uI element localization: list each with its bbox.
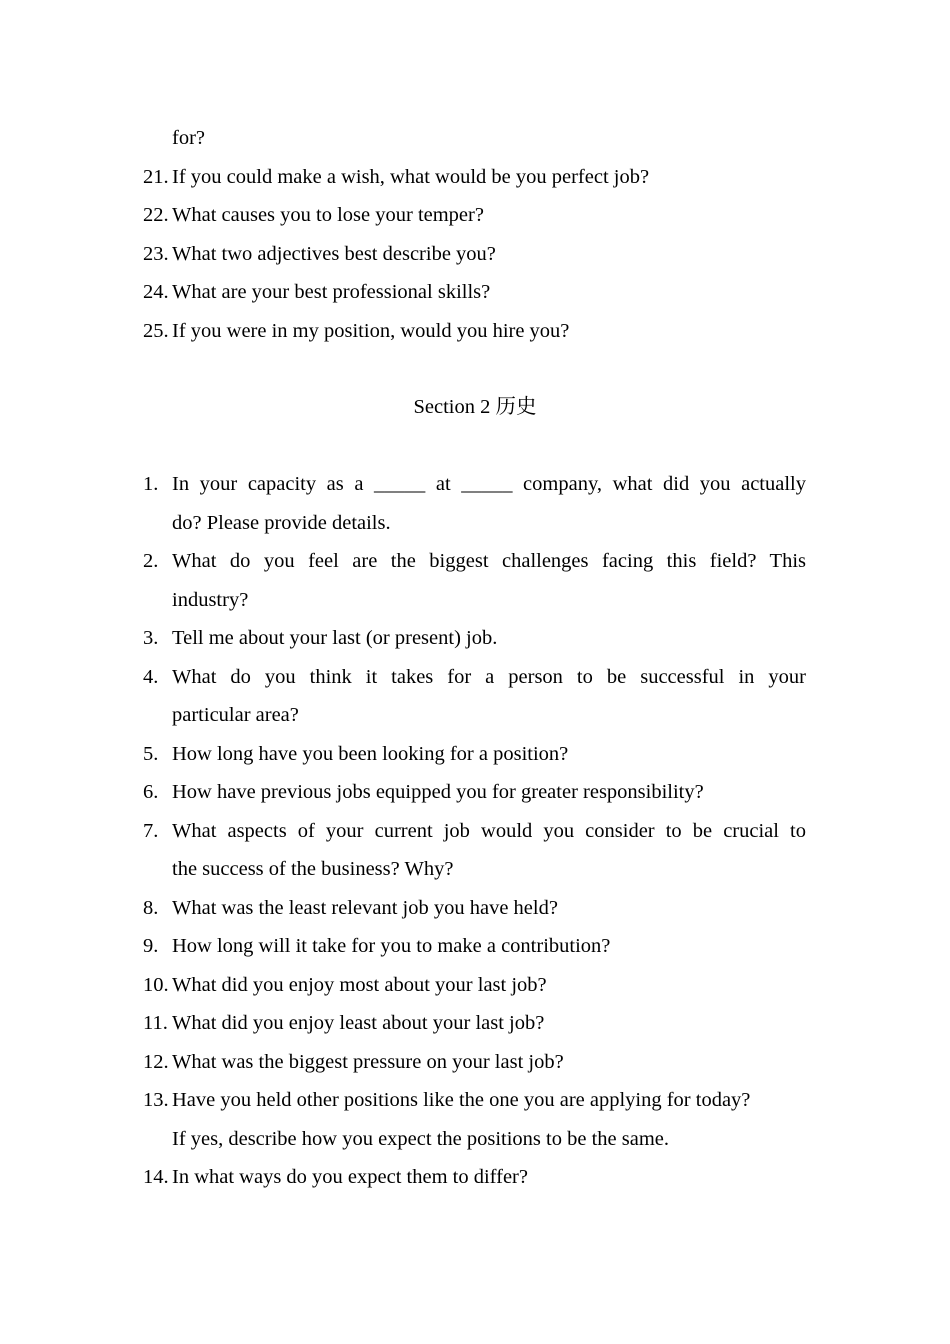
item-number: 12. <box>143 1050 169 1073</box>
item-number: 23. <box>143 242 169 265</box>
item-text-line: the success of the business? Why? <box>172 858 454 880</box>
list-item <box>143 542 806 619</box>
list-item <box>143 658 806 735</box>
item-text-line: Tell me about your last (or present) job. <box>172 627 498 649</box>
list-item <box>143 966 806 1005</box>
item-text-line: What was the least relevant job you have held? <box>172 896 558 919</box>
list-item <box>143 889 806 928</box>
item-text: What are your best professional skills? <box>172 281 491 303</box>
item-text-line: What do you feel are the biggest challenges facing this field? This <box>172 550 806 572</box>
item-text-line: In what ways do you expect them to differ? <box>172 1166 528 1188</box>
item-text-line: If yes, describe how you expect the positions to be the same. <box>172 1127 669 1150</box>
list-item <box>143 1158 806 1197</box>
item-number: 1. <box>143 473 159 495</box>
item-number: 10. <box>143 973 169 996</box>
item-text-line: Have you held other positions like the one you are applying for today? <box>172 1089 751 1111</box>
continued-question-text: for? <box>172 127 206 149</box>
section-heading: Section 2 历史 <box>413 396 537 418</box>
item-text-line: What do you think it takes for a person to be successful in your <box>172 665 806 688</box>
list-item <box>143 196 806 235</box>
item-text-line: In your capacity as a _____ at _____ company, what did you actually <box>172 473 806 495</box>
item-text-line: do? Please provide details. <box>172 511 391 534</box>
list-item <box>143 312 806 351</box>
item-number: 11. <box>143 1012 168 1034</box>
list-item <box>143 1004 806 1043</box>
item-number: 2. <box>143 550 159 572</box>
item-number: 5. <box>143 742 159 765</box>
question-list-section-2 <box>143 465 806 1197</box>
list-item <box>143 1081 806 1158</box>
item-text-line: What was the biggest pressure on your last job? <box>172 1050 564 1073</box>
item-number: 25. <box>143 319 169 342</box>
item-number: 24. <box>143 281 169 303</box>
list-item <box>143 773 806 812</box>
item-number: 14. <box>143 1166 169 1188</box>
list-item <box>143 927 806 966</box>
question-list-top <box>143 119 806 350</box>
item-number: 7. <box>143 819 159 842</box>
item-number: 22. <box>143 204 169 226</box>
item-text-line: How long have you been looking for a position? <box>172 742 569 765</box>
item-text: If you were in my position, would you hire you? <box>172 319 570 342</box>
list-item <box>143 235 806 274</box>
list-item <box>143 465 806 542</box>
item-text-line: How long will it take for you to make a contribution? <box>172 935 611 957</box>
item-number: 4. <box>143 665 159 688</box>
list-item <box>143 619 806 658</box>
item-number: 8. <box>143 896 159 919</box>
item-text-line: What did you enjoy most about your last job? <box>172 973 547 996</box>
item-number: 3. <box>143 627 159 649</box>
item-number: 9. <box>143 935 159 957</box>
item-text: What causes you to lose your temper? <box>172 204 484 226</box>
item-text-line: particular area? <box>172 704 299 726</box>
list-item <box>143 735 806 774</box>
item-number: 6. <box>143 781 159 803</box>
list-item <box>143 1043 806 1082</box>
item-text-line: How have previous jobs equipped you for greater responsibility? <box>172 781 704 803</box>
list-item <box>143 273 806 312</box>
list-item <box>143 158 806 197</box>
item-text-line: industry? <box>172 588 249 611</box>
item-text: If you could make a wish, what would be you perfect job? <box>172 165 650 188</box>
item-number: 13. <box>143 1089 169 1111</box>
item-text: What two adjectives best describe you? <box>172 242 496 265</box>
item-text-line: What did you enjoy least about your last job? <box>172 1012 545 1034</box>
item-number: 21. <box>143 165 169 188</box>
item-text-line: What aspects of your current job would you consider to be crucial to <box>172 819 806 842</box>
list-item <box>143 812 806 889</box>
